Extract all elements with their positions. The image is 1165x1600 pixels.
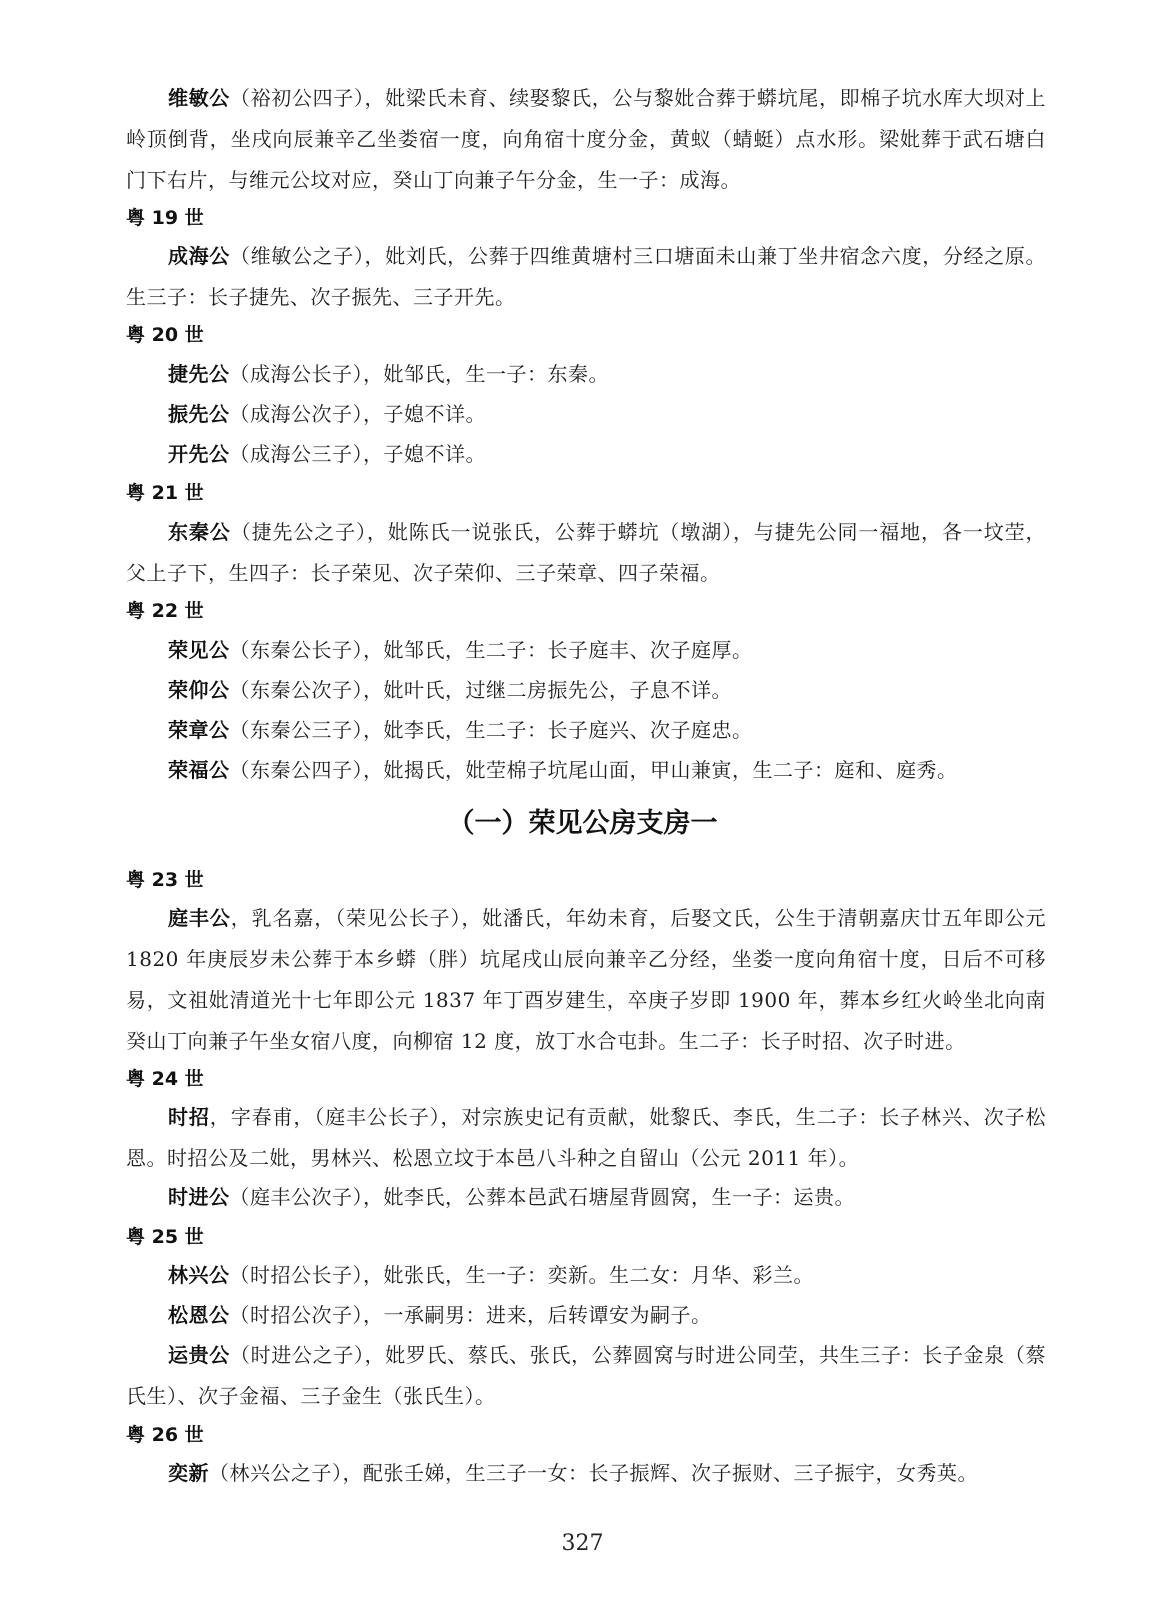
genealogy-entry: [126, 630, 1046, 671]
entry-name: 维敏公: [168, 86, 230, 110]
entry-text: （维敏公之子），妣刘氏，公葬于四维黄塘村三口塘面未山兼丁坐井宿念六度，分经之原。生三子：长子捷先、次子振先、三子开先。: [126, 244, 1047, 309]
genealogy-entry: [126, 512, 1046, 594]
entry-text: （东秦公长子），妣邹氏，生二子：长子庭丰、次子庭厚。: [229, 638, 753, 662]
genealogy-entry: [126, 78, 1046, 201]
entry-text: （东秦公四子），妣揭氏，妣茔棉子坑尾山面，甲山兼寅，生二子：庭和、庭秀。: [229, 758, 958, 782]
entry-name: 东秦公: [168, 520, 231, 544]
genealogy-entry: [126, 1097, 1046, 1179]
entry-text: ，乳名嘉，（荣见公长子），妣潘氏，年幼未育，后娶文氏，公生于清朝嘉庆廿五年即公元 1820 年庚辰岁未公葬于本乡蟒（胖）坑尾戌山辰向兼辛乙分经，坐娄一度向角宿十度，日后不可移易，文祖妣清道光十七年即公元 1837 年丁酉岁建生，卒庚子岁即 1900 年，葬本乡红火岭坐北向南癸山丁向兼子午坐女宿八度，向柳宿 12 度，放丁水合屯卦。生二子：长子时招、次子时进。: [126, 906, 1047, 1053]
entry-text: （成海公三子），子媳不详。: [229, 442, 486, 466]
genealogy-entry: [126, 1295, 1046, 1336]
entry-name: 庭丰公: [168, 906, 231, 930]
entry-name: 时招: [168, 1105, 210, 1129]
entry-name: 捷先公: [168, 362, 230, 386]
generation-heading: 粤 21 世: [126, 482, 204, 504]
entry-text: （时招公次子），一承嗣男：进来，后转谭安为嗣子。: [229, 1303, 712, 1327]
generation-heading: 粤 25 世: [126, 1226, 204, 1248]
entry-text: （时进公之子），妣罗氏、蔡氏、张氏，公葬圆窝与时进公同茔，共生三子：长子金泉（蔡氏生）、次子金福、三子金生（张氏生）。: [126, 1343, 1047, 1408]
entry-name: 运贵公: [168, 1343, 230, 1367]
genealogy-entry: [126, 1453, 1046, 1494]
generation-heading: 粤 19 世: [126, 207, 204, 229]
entry-text: （成海公长子），妣邹氏，生一子：东秦。: [229, 362, 609, 386]
entry-text: （成海公次子），子媳不详。: [229, 402, 486, 426]
entry-name: 荣福公: [168, 758, 230, 782]
genealogy-entry: [126, 1177, 1046, 1218]
genealogy-entry: [126, 434, 1046, 475]
entry-text: （时招公长子），妣张氏，生一子：奕新。生二女：月华、彩兰。: [229, 1263, 814, 1287]
entry-name: 荣见公: [168, 638, 230, 662]
genealogy-entry: [126, 750, 1046, 791]
genealogy-entry: [126, 354, 1046, 395]
entry-text: ，字春甫，（庭丰公长子），对宗族史记有贡献，妣黎氏、李氏，生二子：长子林兴、次子松恩。时招公及二妣，男林兴、松恩立坟于本邑八斗种之自留山（公元 2011 年）。: [126, 1105, 1047, 1170]
entry-name: 奕新: [168, 1461, 209, 1485]
genealogy-entry: [126, 898, 1046, 1062]
entry-text: （庭丰公次子），妣李氏，公葬本邑武石塘屋背圆窝，生一子：运贵。: [229, 1185, 855, 1209]
generation-heading: 粤 22 世: [126, 600, 204, 622]
entry-name: 振先公: [168, 402, 230, 426]
entry-name: 成海公: [168, 244, 230, 268]
entry-text: （林兴公之子），配张壬娣，生三子一女：长子振辉、次子振财、三子振宇，女秀英。: [209, 1461, 978, 1485]
entry-name: 荣章公: [168, 718, 230, 742]
entry-text: （裕初公四子），妣梁氏未育、续娶黎氏，公与黎妣合葬于蟒坑尾，即棉子坑水库大坝对上岭顶倒背，坐戌向辰兼辛乙坐娄宿一度，向角宿十度分金，黄蚁（蜻蜓）点水形。梁妣葬于武石塘白门下右片，与维元公坟对应，癸山丁向兼子午分金，生一子：成海。: [126, 86, 1047, 192]
generation-heading: 粤 26 世: [126, 1424, 204, 1446]
genealogy-entry: [126, 670, 1046, 711]
entry-name: 林兴公: [168, 1263, 230, 1287]
genealogy-entry: [126, 236, 1046, 318]
entry-text: （捷先公之子），妣陈氏一说张氏，公葬于蟒坑（墩湖），与捷先公同一福地，各一坟茔，父上子下，生四子：长子荣见、次子荣仰、三子荣章、四子荣福。: [126, 520, 1047, 585]
page-number: 327: [561, 1531, 604, 1556]
genealogy-entry: [126, 710, 1046, 751]
entry-name: 松恩公: [168, 1303, 230, 1327]
generation-heading: 粤 20 世: [126, 324, 204, 346]
entry-name: 时进公: [168, 1185, 230, 1209]
entry-text: （东秦公三子），妣李氏，生二子：长子庭兴、次子庭忠。: [229, 718, 753, 742]
entry-name: 荣仰公: [168, 678, 230, 702]
generation-heading: 粤 23 世: [126, 869, 204, 891]
genealogy-entry: [126, 394, 1046, 435]
generation-heading: 粤 24 世: [126, 1068, 204, 1090]
section-title: （一）荣见公房支房一: [447, 808, 718, 839]
genealogy-entry: [126, 1335, 1046, 1417]
entry-text: （东秦公次子），妣叶氏，过继二房振先公，子息不详。: [229, 678, 732, 702]
genealogy-entry: [126, 1255, 1046, 1296]
entry-name: 开先公: [168, 442, 230, 466]
